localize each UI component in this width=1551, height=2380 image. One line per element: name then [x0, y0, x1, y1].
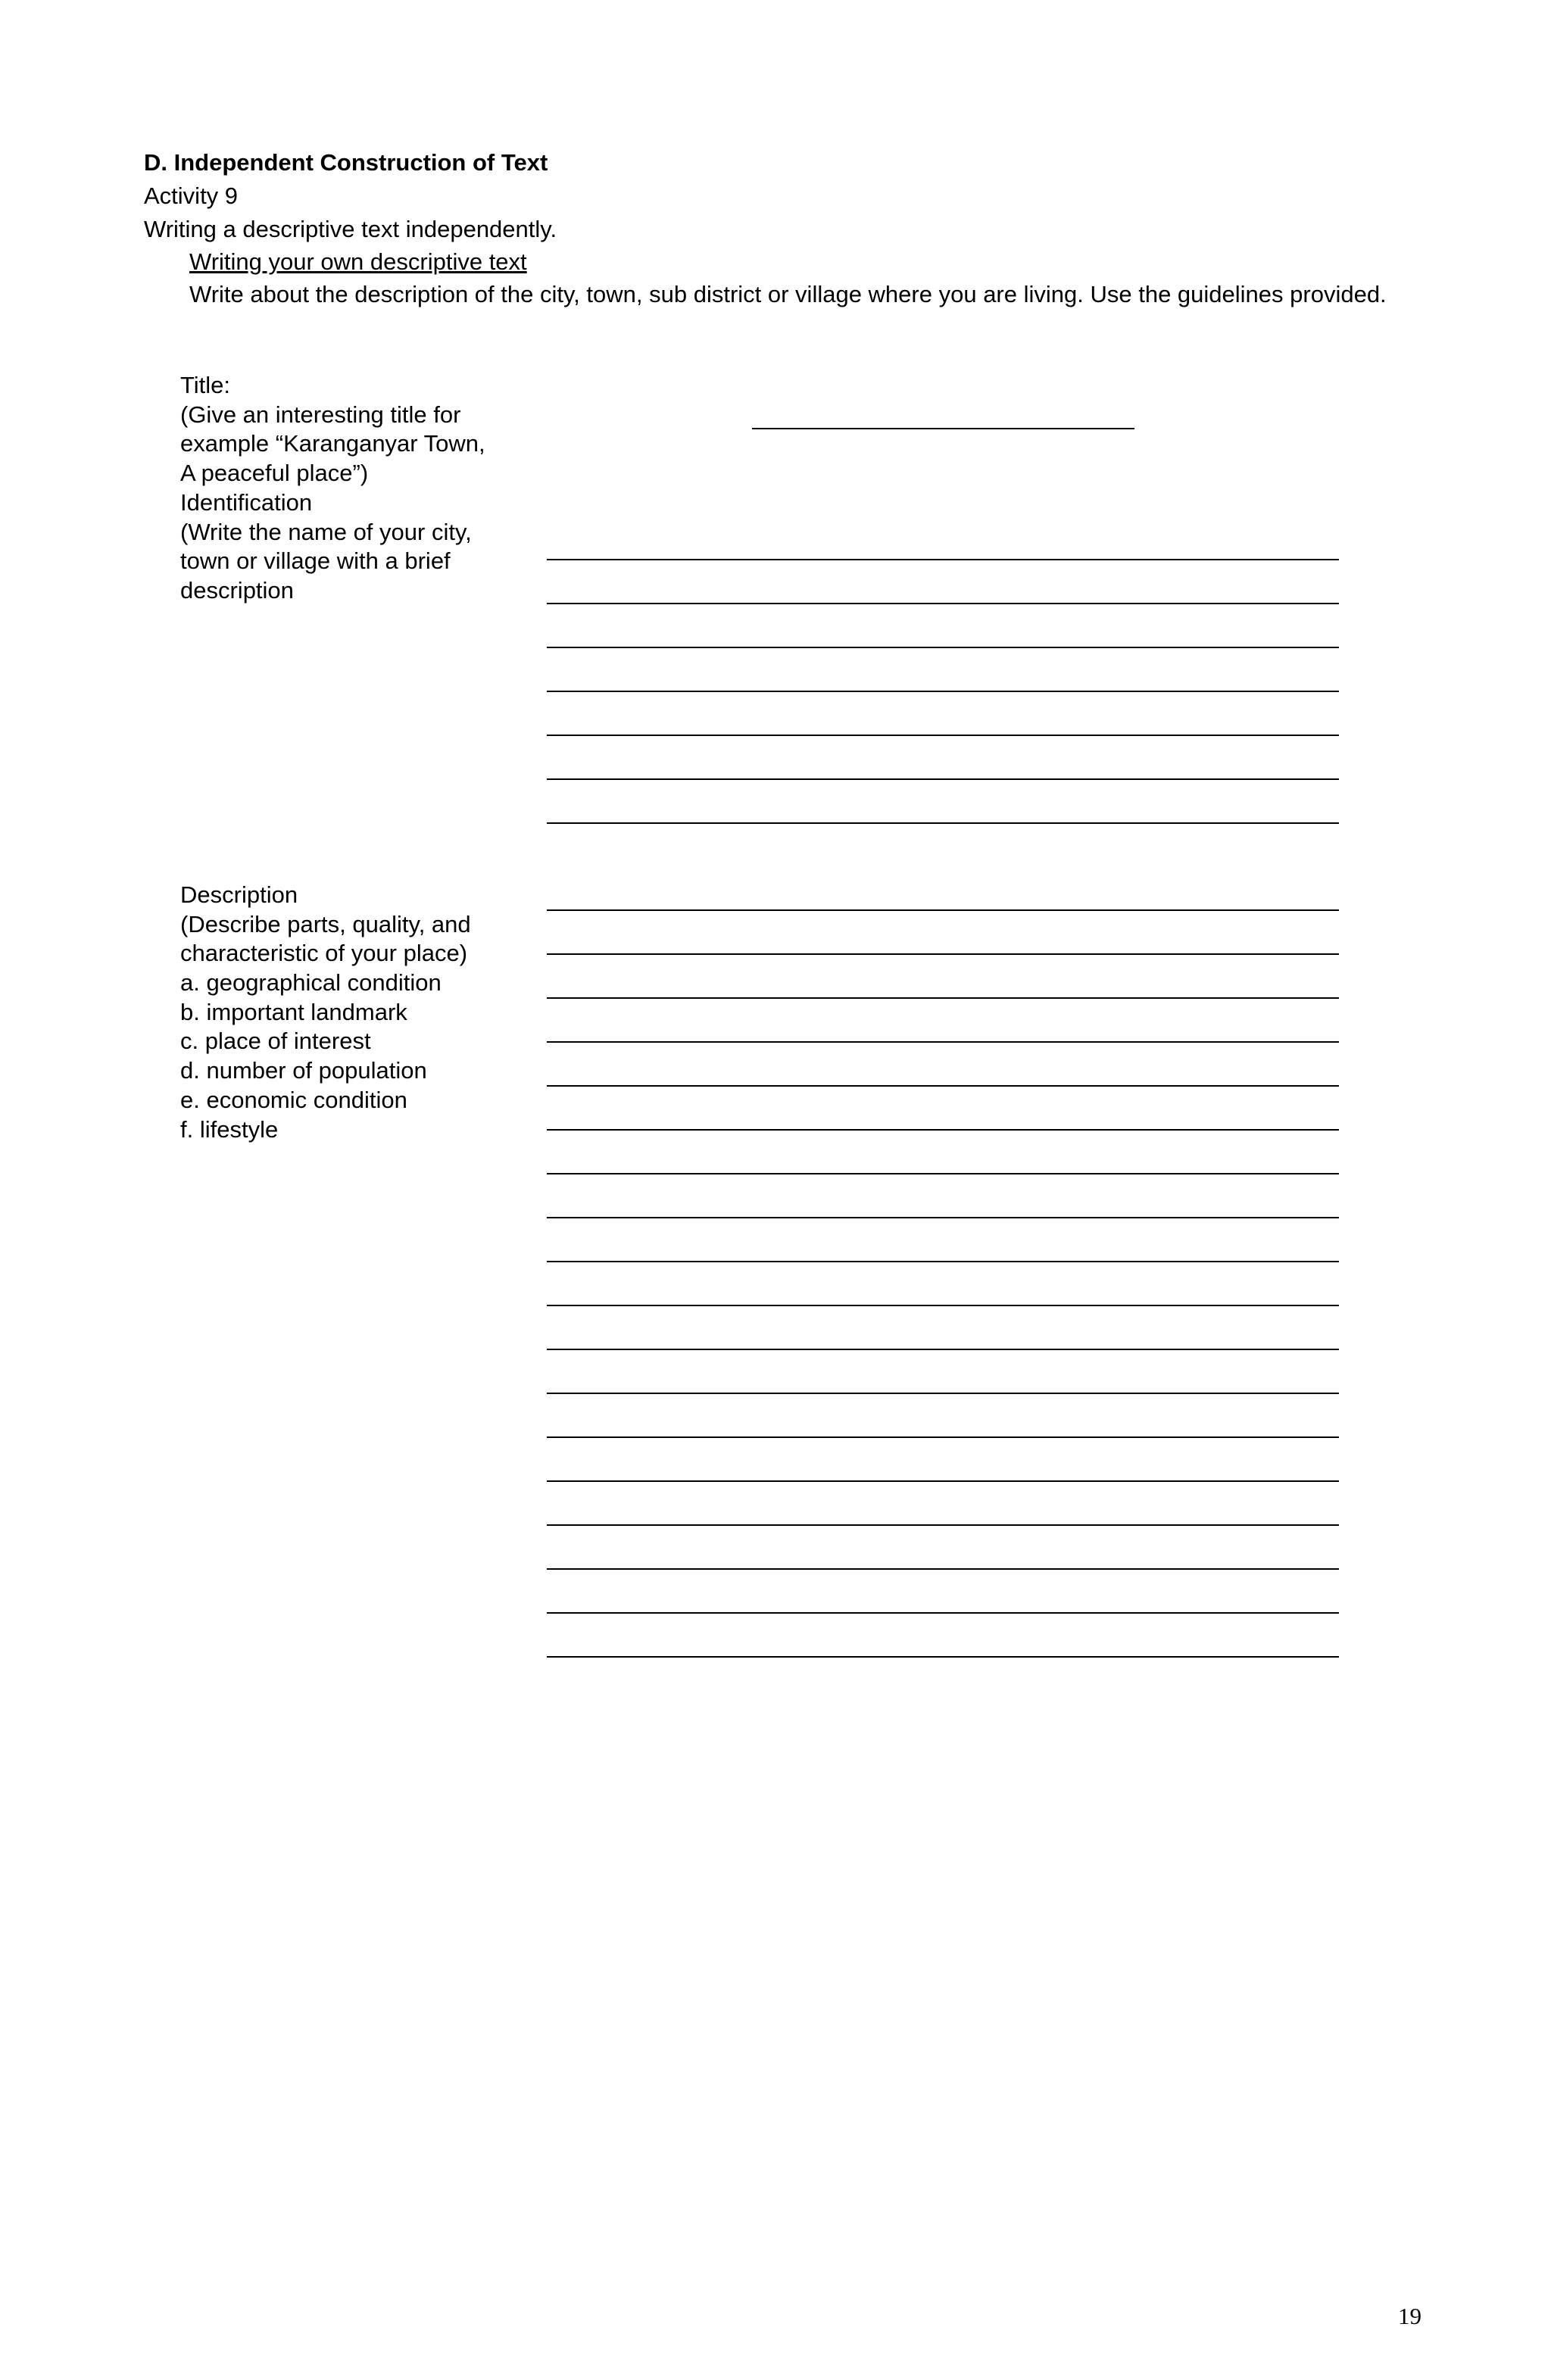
section-heading: D. Independent Construction of Text [144, 149, 548, 176]
answer-line[interactable] [547, 1305, 1339, 1306]
answer-line[interactable] [547, 997, 1339, 999]
title-answer-line[interactable] [752, 428, 1134, 429]
answer-line[interactable] [547, 1261, 1339, 1262]
prompt-line: Identification [180, 489, 313, 516]
answer-line[interactable] [547, 603, 1339, 604]
answer-line[interactable] [547, 1480, 1339, 1482]
prompt-line: Description [180, 881, 298, 908]
answer-line[interactable] [547, 691, 1339, 692]
title-prompt [180, 371, 485, 488]
prompt-line: a. geographical condition [180, 969, 442, 997]
instructions-paragraph: Write about the description of the city, town, sub district or village where you are living. Use the guidelines provided. [189, 281, 1387, 307]
prompt-line: A peaceful place”) [180, 460, 369, 487]
answer-line[interactable] [547, 1129, 1339, 1131]
answer-line[interactable] [547, 1612, 1339, 1614]
identification-prompt [180, 488, 472, 606]
answer-line[interactable] [547, 1436, 1339, 1438]
prompt-line: Title: [180, 372, 231, 398]
prompt-line: (Give an interesting title for [180, 401, 461, 428]
prompt-line: f. lifestyle [180, 1115, 279, 1143]
answer-line[interactable] [547, 559, 1339, 560]
prompt-line: b. important landmark [180, 998, 407, 1025]
answer-line[interactable] [547, 953, 1339, 955]
answer-line[interactable] [547, 909, 1339, 911]
answer-line[interactable] [547, 1217, 1339, 1218]
prompt-line: d. number of population [180, 1057, 427, 1084]
answer-line[interactable] [547, 647, 1339, 648]
page-number: 19 [1398, 2303, 1421, 2329]
prompt-line: (Write the name of your city, [180, 518, 472, 545]
answer-line[interactable] [547, 1041, 1339, 1043]
prompt-line: town or village with a brief [180, 547, 451, 575]
description-prompt [180, 881, 471, 1144]
answer-line[interactable] [547, 1393, 1339, 1394]
prompt-line: example “Karanganyar Town, [180, 430, 485, 457]
answer-line[interactable] [547, 778, 1339, 780]
activity-subtitle: Writing a descriptive text independently. [144, 216, 557, 242]
prompt-line: (Describe parts, quality, and [180, 910, 471, 937]
answer-line[interactable] [547, 1173, 1339, 1174]
answer-line[interactable] [547, 1524, 1339, 1526]
answer-line[interactable] [547, 1349, 1339, 1350]
answer-line[interactable] [547, 735, 1339, 736]
prompt-line: characteristic of your place) [180, 940, 468, 967]
task-title: Writing your own descriptive text [189, 248, 527, 275]
answer-line[interactable] [547, 1568, 1339, 1570]
prompt-line: c. place of interest [180, 1028, 371, 1055]
activity-label: Activity 9 [144, 182, 239, 209]
prompt-line: description [180, 577, 294, 604]
answer-line[interactable] [547, 1085, 1339, 1087]
prompt-line: e. economic condition [180, 1086, 407, 1113]
answer-line[interactable] [547, 822, 1339, 824]
answer-line[interactable] [547, 1656, 1339, 1658]
